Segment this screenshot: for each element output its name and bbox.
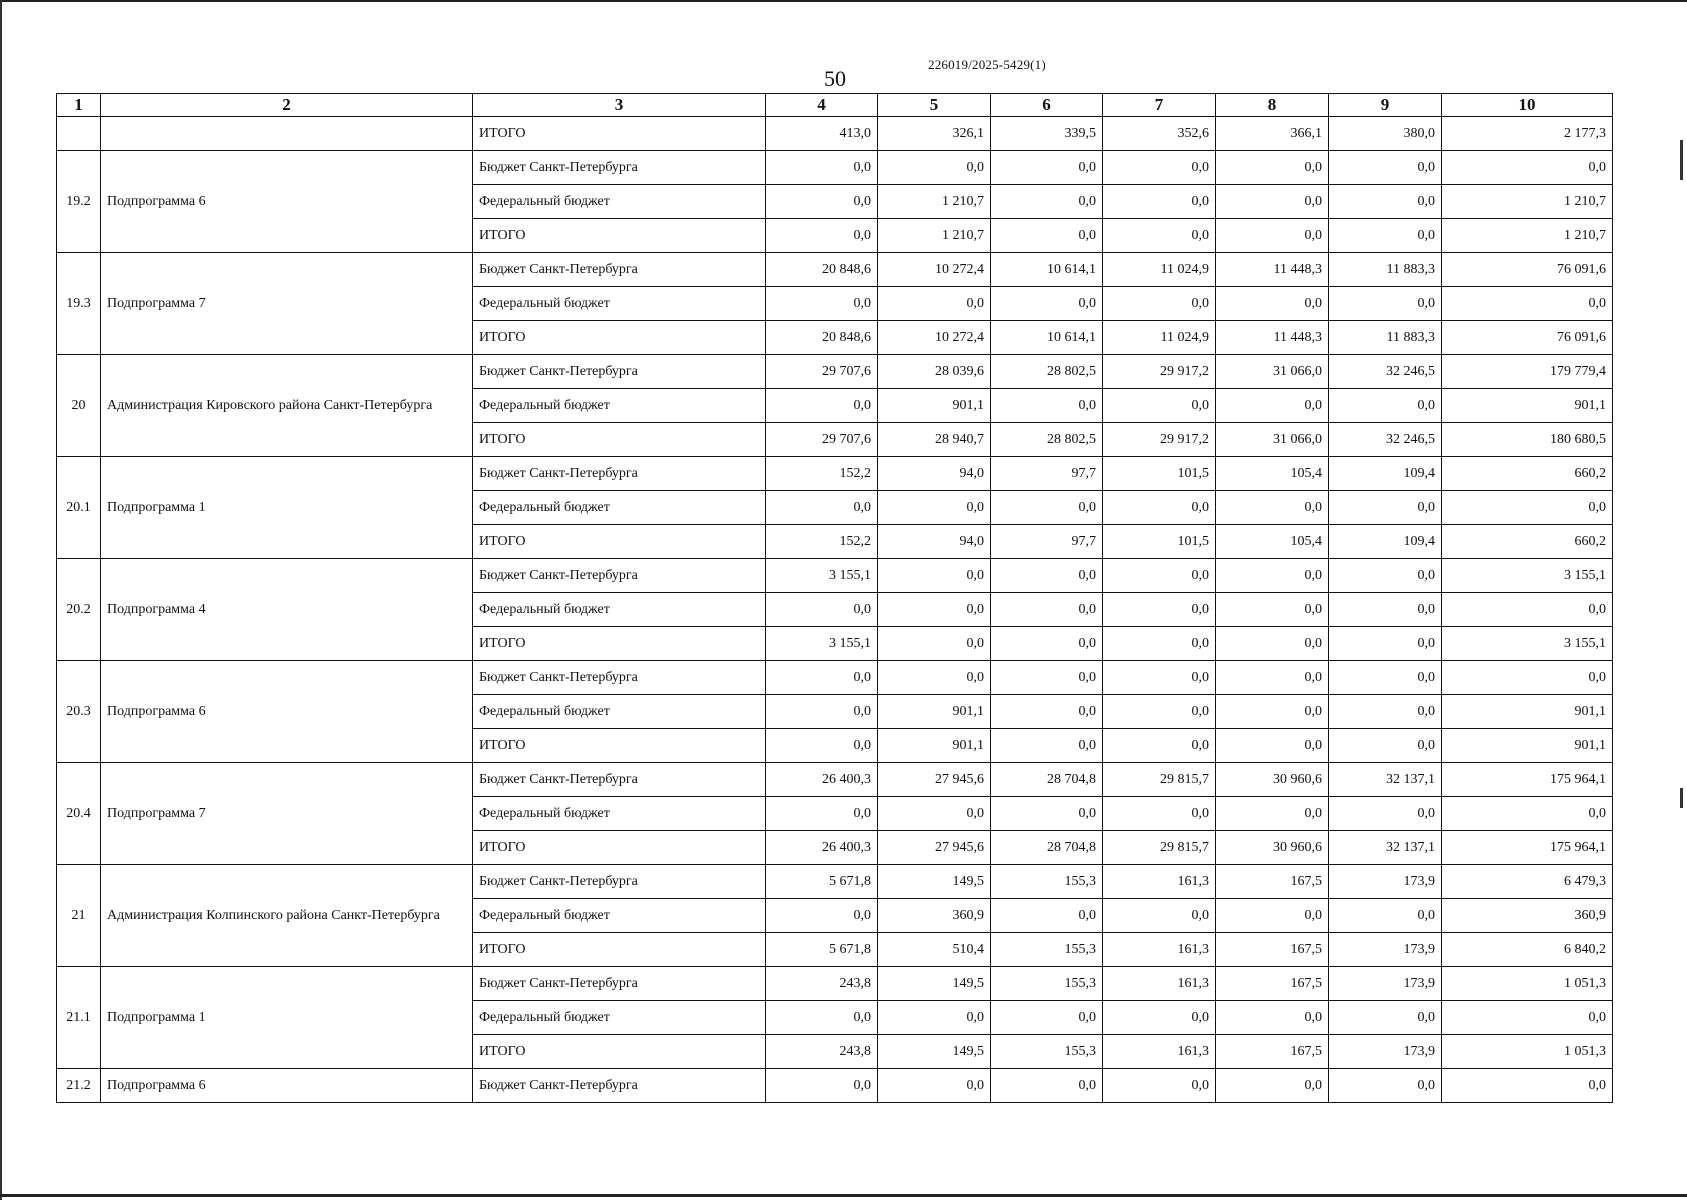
- amount-cell: 0,0: [766, 491, 878, 525]
- amount-cell: 243,8: [766, 1035, 878, 1069]
- amount-cell: 0,0: [1216, 389, 1329, 423]
- amount-cell: 0,0: [991, 593, 1103, 627]
- amount-cell: 11 024,9: [1103, 253, 1216, 287]
- funding-source: ИТОГО: [473, 1035, 766, 1069]
- amount-cell: 0,0: [1103, 899, 1216, 933]
- amount-cell: 339,5: [991, 117, 1103, 151]
- amount-cell: 0,0: [878, 593, 991, 627]
- table-row: [57, 355, 1613, 389]
- amount-cell: 155,3: [991, 933, 1103, 967]
- amount-cell: 0,0: [1103, 151, 1216, 185]
- amount-cell: 11 448,3: [1216, 253, 1329, 287]
- funding-source: Бюджет Санкт-Петербурга: [473, 355, 766, 389]
- amount-cell: 0,0: [1216, 797, 1329, 831]
- amount-cell: 152,2: [766, 457, 878, 491]
- program-name: Подпрограмма 6: [101, 151, 473, 253]
- amount-cell: 10 272,4: [878, 321, 991, 355]
- amount-cell: 29 815,7: [1103, 763, 1216, 797]
- amount-cell: 0,0: [991, 491, 1103, 525]
- amount-cell: 105,4: [1216, 525, 1329, 559]
- funding-source: Бюджет Санкт-Петербурга: [473, 457, 766, 491]
- amount-cell: 0,0: [1103, 695, 1216, 729]
- amount-cell: 32 137,1: [1329, 831, 1442, 865]
- amount-cell: 161,3: [1103, 865, 1216, 899]
- table-row: [57, 865, 1613, 899]
- funding-source: Бюджет Санкт-Петербурга: [473, 967, 766, 1001]
- amount-cell: 27 945,6: [878, 763, 991, 797]
- amount-cell: 0,0: [991, 797, 1103, 831]
- amount-cell: 0,0: [1329, 627, 1442, 661]
- amount-cell: 0,0: [766, 287, 878, 321]
- column-header: 2: [101, 94, 473, 117]
- header-row: [57, 94, 1613, 117]
- amount-cell: 0,0: [991, 1001, 1103, 1035]
- column-header: 7: [1103, 94, 1216, 117]
- amount-cell: 360,9: [878, 899, 991, 933]
- amount-cell: 32 246,5: [1329, 355, 1442, 389]
- amount-cell: 0,0: [1329, 1001, 1442, 1035]
- amount-cell: 0,0: [1216, 593, 1329, 627]
- amount-cell: 175 964,1: [1442, 831, 1613, 865]
- program-name: Подпрограмма 6: [101, 1069, 473, 1103]
- amount-cell: 28 704,8: [991, 763, 1103, 797]
- amount-cell: 0,0: [1216, 729, 1329, 763]
- amount-cell: 32 246,5: [1329, 423, 1442, 457]
- program-name: Подпрограмма 6: [101, 661, 473, 763]
- amount-cell: 0,0: [1329, 593, 1442, 627]
- amount-cell: 0,0: [1216, 185, 1329, 219]
- amount-cell: 28 704,8: [991, 831, 1103, 865]
- edge-mark: [1680, 788, 1683, 808]
- amount-cell: 0,0: [1329, 661, 1442, 695]
- funding-source: ИТОГО: [473, 423, 766, 457]
- amount-cell: 0,0: [991, 287, 1103, 321]
- amount-cell: 0,0: [1442, 1001, 1613, 1035]
- amount-cell: 173,9: [1329, 1035, 1442, 1069]
- amount-cell: 11 883,3: [1329, 253, 1442, 287]
- amount-cell: 901,1: [1442, 389, 1613, 423]
- amount-cell: 901,1: [878, 695, 991, 729]
- amount-cell: 20 848,6: [766, 321, 878, 355]
- amount-cell: 28 039,6: [878, 355, 991, 389]
- amount-cell: 0,0: [878, 1001, 991, 1035]
- amount-cell: 0,0: [1216, 661, 1329, 695]
- column-header: 4: [766, 94, 878, 117]
- amount-cell: 0,0: [1216, 627, 1329, 661]
- amount-cell: 0,0: [1103, 797, 1216, 831]
- column-header: 10: [1442, 94, 1613, 117]
- table-row: [57, 967, 1613, 1001]
- amount-cell: 0,0: [878, 627, 991, 661]
- amount-cell: 0,0: [1442, 797, 1613, 831]
- amount-cell: 0,0: [991, 627, 1103, 661]
- program-name: Подпрограмма 7: [101, 763, 473, 865]
- row-index: 19.3: [57, 253, 101, 355]
- amount-cell: 1 051,3: [1442, 1035, 1613, 1069]
- table-row: [57, 559, 1613, 593]
- amount-cell: 0,0: [1216, 491, 1329, 525]
- amount-cell: 380,0: [1329, 117, 1442, 151]
- amount-cell: 1 210,7: [1442, 185, 1613, 219]
- amount-cell: 0,0: [1329, 695, 1442, 729]
- amount-cell: 3 155,1: [1442, 627, 1613, 661]
- amount-cell: 109,4: [1329, 525, 1442, 559]
- table-row: [57, 457, 1613, 491]
- column-header: 9: [1329, 94, 1442, 117]
- amount-cell: 0,0: [991, 219, 1103, 253]
- table-body: [57, 117, 1613, 1103]
- program-name: Администрация Колпинского района Санкт-Петербурга: [101, 865, 473, 967]
- amount-cell: 0,0: [991, 185, 1103, 219]
- funding-source: Федеральный бюджет: [473, 389, 766, 423]
- amount-cell: 0,0: [1103, 729, 1216, 763]
- amount-cell: 94,0: [878, 525, 991, 559]
- amount-cell: 0,0: [766, 185, 878, 219]
- amount-cell: 0,0: [878, 151, 991, 185]
- amount-cell: 326,1: [878, 117, 991, 151]
- amount-cell: 0,0: [1103, 185, 1216, 219]
- amount-cell: 30 960,6: [1216, 831, 1329, 865]
- funding-source: Бюджет Санкт-Петербурга: [473, 763, 766, 797]
- amount-cell: 360,9: [1442, 899, 1613, 933]
- amount-cell: 28 940,7: [878, 423, 991, 457]
- amount-cell: 901,1: [878, 389, 991, 423]
- row-index: 20.2: [57, 559, 101, 661]
- funding-source: Бюджет Санкт-Петербурга: [473, 865, 766, 899]
- amount-cell: 28 802,5: [991, 355, 1103, 389]
- amount-cell: 660,2: [1442, 525, 1613, 559]
- amount-cell: 0,0: [991, 661, 1103, 695]
- funding-source: Бюджет Санкт-Петербурга: [473, 151, 766, 185]
- amount-cell: 0,0: [1329, 797, 1442, 831]
- table-row: [57, 763, 1613, 797]
- amount-cell: 0,0: [766, 389, 878, 423]
- amount-cell: 901,1: [1442, 729, 1613, 763]
- amount-cell: 901,1: [878, 729, 991, 763]
- funding-source: ИТОГО: [473, 729, 766, 763]
- amount-cell: 30 960,6: [1216, 763, 1329, 797]
- amount-cell: 173,9: [1329, 933, 1442, 967]
- amount-cell: 20 848,6: [766, 253, 878, 287]
- amount-cell: 29 917,2: [1103, 355, 1216, 389]
- amount-cell: 1 210,7: [878, 219, 991, 253]
- funding-source: Федеральный бюджет: [473, 695, 766, 729]
- row-index: [57, 117, 101, 151]
- edge-mark: [1680, 140, 1683, 180]
- amount-cell: 179 779,4: [1442, 355, 1613, 389]
- amount-cell: 101,5: [1103, 457, 1216, 491]
- column-header: 6: [991, 94, 1103, 117]
- amount-cell: 152,2: [766, 525, 878, 559]
- amount-cell: 0,0: [1216, 287, 1329, 321]
- amount-cell: 76 091,6: [1442, 321, 1613, 355]
- amount-cell: 29 815,7: [1103, 831, 1216, 865]
- amount-cell: 0,0: [1103, 1001, 1216, 1035]
- amount-cell: 0,0: [1216, 1001, 1329, 1035]
- amount-cell: 0,0: [1329, 491, 1442, 525]
- amount-cell: 0,0: [1329, 219, 1442, 253]
- amount-cell: 10 614,1: [991, 253, 1103, 287]
- amount-cell: 161,3: [1103, 967, 1216, 1001]
- page-bottom-border: [0, 1194, 1687, 1197]
- amount-cell: 167,5: [1216, 1035, 1329, 1069]
- amount-cell: 173,9: [1329, 865, 1442, 899]
- amount-cell: 0,0: [991, 389, 1103, 423]
- amount-cell: 0,0: [1216, 219, 1329, 253]
- amount-cell: 10 272,4: [878, 253, 991, 287]
- row-index: 21: [57, 865, 101, 967]
- amount-cell: 76 091,6: [1442, 253, 1613, 287]
- amount-cell: 0,0: [766, 661, 878, 695]
- funding-source: ИТОГО: [473, 627, 766, 661]
- funding-source: ИТОГО: [473, 831, 766, 865]
- amount-cell: 2 177,3: [1442, 117, 1613, 151]
- amount-cell: 0,0: [1442, 661, 1613, 695]
- funding-source: ИТОГО: [473, 117, 766, 151]
- amount-cell: 94,0: [878, 457, 991, 491]
- amount-cell: 0,0: [1442, 491, 1613, 525]
- program-name: Подпрограмма 1: [101, 967, 473, 1069]
- amount-cell: 3 155,1: [766, 559, 878, 593]
- amount-cell: 167,5: [1216, 933, 1329, 967]
- amount-cell: 29 707,6: [766, 423, 878, 457]
- amount-cell: 0,0: [766, 729, 878, 763]
- amount-cell: 0,0: [766, 593, 878, 627]
- amount-cell: 660,2: [1442, 457, 1613, 491]
- amount-cell: 97,7: [991, 457, 1103, 491]
- amount-cell: 0,0: [1103, 661, 1216, 695]
- amount-cell: 0,0: [1216, 559, 1329, 593]
- amount-cell: 0,0: [991, 899, 1103, 933]
- amount-cell: 0,0: [991, 729, 1103, 763]
- amount-cell: 510,4: [878, 933, 991, 967]
- amount-cell: 175 964,1: [1442, 763, 1613, 797]
- amount-cell: 0,0: [1329, 1069, 1442, 1103]
- funding-source: Бюджет Санкт-Петербурга: [473, 559, 766, 593]
- amount-cell: 0,0: [878, 1069, 991, 1103]
- amount-cell: 0,0: [766, 1001, 878, 1035]
- amount-cell: 167,5: [1216, 967, 1329, 1001]
- amount-cell: 0,0: [1329, 389, 1442, 423]
- program-name: Подпрограмма 1: [101, 457, 473, 559]
- amount-cell: 0,0: [766, 695, 878, 729]
- amount-cell: 149,5: [878, 865, 991, 899]
- row-index: 20.3: [57, 661, 101, 763]
- amount-cell: 5 671,8: [766, 865, 878, 899]
- column-header: 1: [57, 94, 101, 117]
- amount-cell: 0,0: [1442, 287, 1613, 321]
- amount-cell: 0,0: [1103, 491, 1216, 525]
- funding-source: Федеральный бюджет: [473, 1001, 766, 1035]
- amount-cell: 0,0: [1103, 627, 1216, 661]
- amount-cell: 0,0: [878, 797, 991, 831]
- program-name: Подпрограмма 7: [101, 253, 473, 355]
- amount-cell: 26 400,3: [766, 831, 878, 865]
- amount-cell: 29 707,6: [766, 355, 878, 389]
- amount-cell: 243,8: [766, 967, 878, 1001]
- amount-cell: 97,7: [991, 525, 1103, 559]
- amount-cell: 6 840,2: [1442, 933, 1613, 967]
- amount-cell: 167,5: [1216, 865, 1329, 899]
- column-header: 5: [878, 94, 991, 117]
- funding-source: Федеральный бюджет: [473, 185, 766, 219]
- page-number: 50: [824, 66, 846, 91]
- amount-cell: 0,0: [1442, 593, 1613, 627]
- amount-cell: 0,0: [1442, 151, 1613, 185]
- amount-cell: 180 680,5: [1442, 423, 1613, 457]
- row-index: 21.2: [57, 1069, 101, 1103]
- amount-cell: 0,0: [1103, 593, 1216, 627]
- amount-cell: 3 155,1: [1442, 559, 1613, 593]
- table-row: [57, 151, 1613, 185]
- budget-table: [56, 93, 1613, 1103]
- amount-cell: 27 945,6: [878, 831, 991, 865]
- amount-cell: 1 051,3: [1442, 967, 1613, 1001]
- amount-cell: 161,3: [1103, 1035, 1216, 1069]
- document-number: 226019/2025-5429(1): [928, 57, 1046, 72]
- amount-cell: 0,0: [1103, 1069, 1216, 1103]
- amount-cell: 0,0: [878, 491, 991, 525]
- amount-cell: 1 210,7: [1442, 219, 1613, 253]
- amount-cell: 0,0: [878, 661, 991, 695]
- program-name: [101, 117, 473, 151]
- amount-cell: 32 137,1: [1329, 763, 1442, 797]
- row-index: 20.4: [57, 763, 101, 865]
- row-index: 20: [57, 355, 101, 457]
- amount-cell: 0,0: [1103, 389, 1216, 423]
- amount-cell: 0,0: [1442, 1069, 1613, 1103]
- amount-cell: 149,5: [878, 967, 991, 1001]
- table-row: [57, 253, 1613, 287]
- amount-cell: 0,0: [1216, 695, 1329, 729]
- amount-cell: 352,6: [1103, 117, 1216, 151]
- funding-source: ИТОГО: [473, 525, 766, 559]
- amount-cell: 11 883,3: [1329, 321, 1442, 355]
- table-row: [57, 117, 1613, 151]
- amount-cell: 5 671,8: [766, 933, 878, 967]
- funding-source: Федеральный бюджет: [473, 593, 766, 627]
- amount-cell: 901,1: [1442, 695, 1613, 729]
- amount-cell: 0,0: [991, 151, 1103, 185]
- amount-cell: 0,0: [1103, 287, 1216, 321]
- amount-cell: 173,9: [1329, 967, 1442, 1001]
- funding-source: Федеральный бюджет: [473, 491, 766, 525]
- amount-cell: 0,0: [991, 1069, 1103, 1103]
- amount-cell: 0,0: [766, 151, 878, 185]
- amount-cell: 0,0: [766, 899, 878, 933]
- amount-cell: 0,0: [1329, 287, 1442, 321]
- funding-source: ИТОГО: [473, 219, 766, 253]
- amount-cell: 0,0: [1329, 185, 1442, 219]
- amount-cell: 0,0: [991, 695, 1103, 729]
- amount-cell: 31 066,0: [1216, 355, 1329, 389]
- amount-cell: 0,0: [878, 559, 991, 593]
- table-row: [57, 1069, 1613, 1103]
- amount-cell: 10 614,1: [991, 321, 1103, 355]
- page-left-border: [0, 0, 2, 1200]
- amount-cell: 149,5: [878, 1035, 991, 1069]
- amount-cell: 0,0: [1216, 151, 1329, 185]
- amount-cell: 101,5: [1103, 525, 1216, 559]
- amount-cell: 0,0: [991, 559, 1103, 593]
- column-header: 3: [473, 94, 766, 117]
- program-name: Администрация Кировского района Санкт-Петербурга: [101, 355, 473, 457]
- row-index: 20.1: [57, 457, 101, 559]
- amount-cell: 0,0: [766, 1069, 878, 1103]
- amount-cell: 6 479,3: [1442, 865, 1613, 899]
- amount-cell: 0,0: [878, 287, 991, 321]
- funding-source: Федеральный бюджет: [473, 287, 766, 321]
- amount-cell: 3 155,1: [766, 627, 878, 661]
- amount-cell: 413,0: [766, 117, 878, 151]
- amount-cell: 0,0: [1216, 1069, 1329, 1103]
- amount-cell: 0,0: [1329, 151, 1442, 185]
- amount-cell: 0,0: [1216, 899, 1329, 933]
- funding-source: Бюджет Санкт-Петербурга: [473, 253, 766, 287]
- amount-cell: 366,1: [1216, 117, 1329, 151]
- amount-cell: 0,0: [766, 219, 878, 253]
- program-name: Подпрограмма 4: [101, 559, 473, 661]
- amount-cell: 155,3: [991, 865, 1103, 899]
- amount-cell: 11 448,3: [1216, 321, 1329, 355]
- amount-cell: 31 066,0: [1216, 423, 1329, 457]
- table-row: [57, 661, 1613, 695]
- page-top-border: [0, 0, 1687, 2]
- amount-cell: 1 210,7: [878, 185, 991, 219]
- funding-source: ИТОГО: [473, 933, 766, 967]
- amount-cell: 11 024,9: [1103, 321, 1216, 355]
- amount-cell: 109,4: [1329, 457, 1442, 491]
- amount-cell: 0,0: [766, 797, 878, 831]
- amount-cell: 0,0: [1329, 729, 1442, 763]
- amount-cell: 0,0: [1329, 559, 1442, 593]
- amount-cell: 28 802,5: [991, 423, 1103, 457]
- amount-cell: 161,3: [1103, 933, 1216, 967]
- funding-source: Бюджет Санкт-Петербурга: [473, 1069, 766, 1103]
- amount-cell: 105,4: [1216, 457, 1329, 491]
- amount-cell: 0,0: [1103, 559, 1216, 593]
- amount-cell: 0,0: [1103, 219, 1216, 253]
- amount-cell: 0,0: [1329, 899, 1442, 933]
- funding-source: Бюджет Санкт-Петербурга: [473, 661, 766, 695]
- row-index: 21.1: [57, 967, 101, 1069]
- amount-cell: 26 400,3: [766, 763, 878, 797]
- column-header: 8: [1216, 94, 1329, 117]
- funding-source: ИТОГО: [473, 321, 766, 355]
- row-index: 19.2: [57, 151, 101, 253]
- funding-source: Федеральный бюджет: [473, 899, 766, 933]
- amount-cell: 155,3: [991, 967, 1103, 1001]
- amount-cell: 155,3: [991, 1035, 1103, 1069]
- funding-source: Федеральный бюджет: [473, 797, 766, 831]
- amount-cell: 29 917,2: [1103, 423, 1216, 457]
